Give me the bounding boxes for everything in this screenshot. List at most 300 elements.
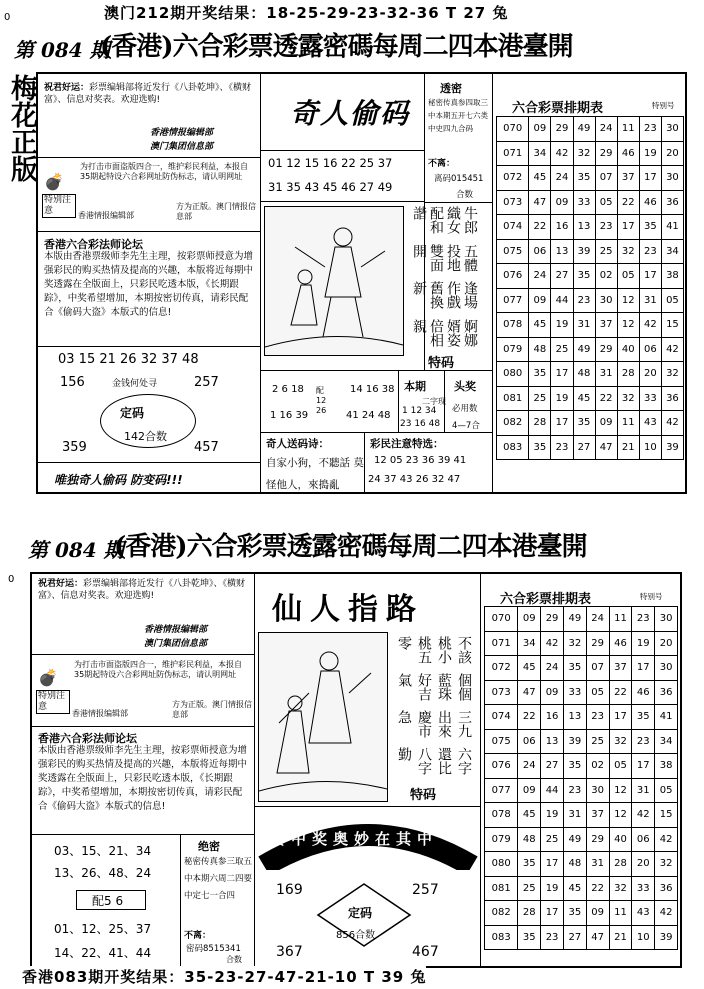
schedule-number-cell: 32 xyxy=(573,141,595,166)
schedule-number-cell: 45 xyxy=(518,803,541,828)
schedule-number-cell: 32 xyxy=(617,239,639,264)
schedule-number-cell: 05 xyxy=(655,778,678,803)
top-illustration xyxy=(264,206,404,356)
top-greeting-org1: 香港情报编辑部 xyxy=(150,128,214,138)
schedule-number-cell: 32 xyxy=(609,876,632,901)
schedule-number-cell: 12 xyxy=(617,313,639,338)
bottom-secret-text: 秘密传真参三取五中本期六周二四要中定七一合四 xyxy=(184,857,253,901)
schedule-issue-cell: 083 xyxy=(497,435,529,460)
schedule-number-cell: 47 xyxy=(595,435,617,460)
schedule-row xyxy=(497,362,684,387)
schedule-number-cell: 49 xyxy=(573,117,595,142)
schedule-number-cell: 35 xyxy=(563,656,586,681)
schedule-number-cell: 39 xyxy=(661,435,683,460)
schedule-number-cell: 20 xyxy=(632,852,655,877)
schedule-row xyxy=(497,215,684,240)
schedule-issue-cell: 081 xyxy=(497,386,529,411)
schedule-number-cell: 30 xyxy=(661,166,683,191)
bottom-poem-line: 六字還比八字勤 xyxy=(396,747,472,775)
schedule-issue-cell: 070 xyxy=(497,117,529,142)
schedule-number-cell: 32 xyxy=(563,631,586,656)
bottom-poem-line: 三九出來慶市急 xyxy=(396,710,472,738)
schedule-number-cell: 13 xyxy=(563,705,586,730)
schedule-number-cell: 17 xyxy=(541,852,564,877)
schedule-number-cell: 05 xyxy=(617,264,639,289)
bottom-notice-text: 为打击市面盗版四合一，维护彩民利益，本报自35期起特设六合彩网址防伪标志，请认明网址 xyxy=(74,660,242,679)
schedule-number-cell: 23 xyxy=(595,215,617,240)
schedule-number-cell: 19 xyxy=(541,803,564,828)
bottom-diamond-br: 467 xyxy=(412,944,439,960)
schedule-number-cell: 36 xyxy=(655,876,678,901)
schedule-number-cell: 27 xyxy=(563,925,586,950)
bottom-list4: 14、22、41、44 xyxy=(54,946,152,960)
schedule-number-cell: 30 xyxy=(655,607,678,632)
schedule-number-cell: 34 xyxy=(655,729,678,754)
schedule-issue-cell: 078 xyxy=(485,803,518,828)
schedule-number-cell: 29 xyxy=(586,827,609,852)
schedule-number-cell: 28 xyxy=(609,852,632,877)
schedule-issue-cell: 080 xyxy=(485,852,518,877)
schedule-number-cell: 47 xyxy=(529,190,551,215)
schedule-number-cell: 35 xyxy=(518,852,541,877)
schedule-number-cell: 22 xyxy=(617,190,639,215)
schedule-issue-cell: 083 xyxy=(485,925,518,950)
bottom-notice-org1: 香港情报编辑部 xyxy=(72,709,128,718)
schedule-number-cell: 42 xyxy=(655,901,678,926)
schedule-number-cell: 38 xyxy=(661,264,683,289)
bottom-diamond-bl: 367 xyxy=(276,944,303,960)
schedule-number-cell: 34 xyxy=(518,631,541,656)
schedule-row xyxy=(485,925,678,950)
schedule-row xyxy=(497,190,684,215)
schedule-number-cell: 43 xyxy=(632,901,655,926)
schedule-number-cell: 49 xyxy=(563,827,586,852)
schedule-number-cell: 20 xyxy=(639,362,661,387)
schedule-number-cell: 29 xyxy=(595,141,617,166)
schedule-number-cell: 47 xyxy=(586,925,609,950)
schedule-number-cell: 11 xyxy=(609,607,632,632)
schedule-number-cell: 16 xyxy=(541,705,564,730)
schedule-number-cell: 39 xyxy=(573,239,595,264)
schedule-number-cell: 41 xyxy=(661,215,683,240)
schedule-row xyxy=(485,803,678,828)
schedule-number-cell: 19 xyxy=(541,876,564,901)
top-oval-bl: 359 xyxy=(62,440,87,455)
schedule-number-cell: 33 xyxy=(639,386,661,411)
bottom-schedule-table xyxy=(484,606,678,950)
schedule-number-cell: 17 xyxy=(541,901,564,926)
bottom-schedule-tag: 特别号 xyxy=(640,592,663,601)
top-mini-l2: 1 16 39 xyxy=(270,410,309,421)
schedule-number-cell: 49 xyxy=(563,607,586,632)
bottom-diamond-tl: 169 xyxy=(276,882,303,898)
top-secret-no: 不离： xyxy=(428,159,456,169)
schedule-number-cell: 31 xyxy=(586,852,609,877)
schedule-number-cell: 32 xyxy=(609,729,632,754)
schedule-number-cell: 37 xyxy=(586,803,609,828)
schedule-number-cell: 46 xyxy=(632,680,655,705)
top-oval-arc: 金钱何处寻 xyxy=(112,379,158,389)
top-head-sub: 必用数 xyxy=(452,404,478,414)
bottom-diamond-tr: 257 xyxy=(412,882,439,898)
schedule-number-cell: 45 xyxy=(518,656,541,681)
bottom-list2: 13、26、48、24 xyxy=(54,866,152,880)
top-notice-org2: 方为正版。澳门情报信息部 xyxy=(176,202,256,221)
schedule-row xyxy=(497,435,684,460)
bottom-issue-label: 第 084 期 xyxy=(28,538,124,562)
top-secret-title: 透密 xyxy=(440,82,462,95)
top-issue-box-n2: 23 16 48 xyxy=(400,419,441,429)
top-send-title: 奇人送码诗： xyxy=(266,438,329,450)
schedule-number-cell: 32 xyxy=(617,386,639,411)
schedule-issue-cell: 079 xyxy=(497,337,529,362)
schedule-number-cell: 19 xyxy=(551,313,573,338)
schedule-number-cell: 09 xyxy=(529,288,551,313)
schedule-number-cell: 23 xyxy=(563,778,586,803)
schedule-number-cell: 31 xyxy=(632,778,655,803)
schedule-number-cell: 23 xyxy=(639,117,661,142)
bottom-notice-org2: 方为正版。澳门情报信息部 xyxy=(172,700,252,719)
schedule-row xyxy=(485,607,678,632)
schedule-row xyxy=(497,337,684,362)
schedule-number-cell: 10 xyxy=(632,925,655,950)
schedule-issue-cell: 081 xyxy=(485,876,518,901)
schedule-issue-cell: 079 xyxy=(485,827,518,852)
schedule-number-cell: 09 xyxy=(586,901,609,926)
bottom-center-title: 仙人指路 xyxy=(272,592,424,627)
top-special-pick1: 12 05 23 36 39 41 xyxy=(374,455,467,466)
top-side-vertical: 梅花正版 xyxy=(6,74,37,182)
schedule-number-cell: 22 xyxy=(595,386,617,411)
bottom-illustration xyxy=(258,632,388,802)
schedule-number-cell: 05 xyxy=(586,680,609,705)
top-poem-line: 五體投地雙面開 xyxy=(411,243,478,272)
schedule-number-cell: 07 xyxy=(586,656,609,681)
immortal-figures-image xyxy=(259,633,387,801)
schedule-issue-cell: 075 xyxy=(497,239,529,264)
schedule-number-cell: 23 xyxy=(632,607,655,632)
schedule-issue-cell: 073 xyxy=(497,190,529,215)
schedule-number-cell: 37 xyxy=(617,166,639,191)
schedule-number-cell: 24 xyxy=(518,754,541,779)
schedule-row xyxy=(497,239,684,264)
schedule-number-cell: 36 xyxy=(655,680,678,705)
schedule-number-cell: 33 xyxy=(632,876,655,901)
schedule-number-cell: 11 xyxy=(617,117,639,142)
schedule-number-cell: 21 xyxy=(609,925,632,950)
schedule-issue-cell: 071 xyxy=(485,631,518,656)
schedule-number-cell: 45 xyxy=(529,166,551,191)
schedule-number-cell: 24 xyxy=(595,117,617,142)
schedule-number-cell: 35 xyxy=(563,754,586,779)
schedule-number-cell: 17 xyxy=(632,754,655,779)
schedule-number-cell: 06 xyxy=(529,239,551,264)
bottom-special-code: 特码 xyxy=(410,788,437,803)
bottom-poem-line: 不該桃小桃五零 xyxy=(396,636,472,664)
schedule-number-cell: 43 xyxy=(639,411,661,436)
schedule-row xyxy=(497,264,684,289)
schedule-number-cell: 25 xyxy=(541,827,564,852)
schedule-number-cell: 44 xyxy=(541,778,564,803)
schedule-row xyxy=(497,141,684,166)
schedule-number-cell: 35 xyxy=(639,215,661,240)
schedule-number-cell: 48 xyxy=(529,337,551,362)
top-center-title: 奇人偷码 xyxy=(290,97,411,130)
schedule-number-cell: 09 xyxy=(541,680,564,705)
schedule-number-cell: 48 xyxy=(573,362,595,387)
schedule-number-cell: 02 xyxy=(586,754,609,779)
schedule-number-cell: 25 xyxy=(529,386,551,411)
schedule-number-cell: 30 xyxy=(586,778,609,803)
schedule-issue-cell: 077 xyxy=(497,288,529,313)
bottom-bomb-icon: 💣 xyxy=(38,668,58,687)
schedule-number-cell: 23 xyxy=(586,705,609,730)
schedule-number-cell: 41 xyxy=(655,705,678,730)
schedule-row xyxy=(485,852,678,877)
top-oval-tr: 257 xyxy=(194,375,219,390)
schedule-issue-cell: 074 xyxy=(485,705,518,730)
schedule-number-cell: 12 xyxy=(609,778,632,803)
schedule-number-cell: 15 xyxy=(655,803,678,828)
schedule-number-cell: 39 xyxy=(563,729,586,754)
schedule-number-cell: 42 xyxy=(655,827,678,852)
bottom-secret-title: 绝密 xyxy=(198,840,220,853)
top-mini-mid: 配 12 26 xyxy=(316,386,327,415)
schedule-number-cell: 17 xyxy=(551,411,573,436)
schedule-number-cell: 11 xyxy=(617,411,639,436)
top-mini-r1: 14 16 38 xyxy=(350,384,395,395)
schedule-number-cell: 13 xyxy=(541,729,564,754)
schedule-number-cell: 12 xyxy=(609,803,632,828)
schedule-number-cell: 20 xyxy=(661,141,683,166)
schedule-issue-cell: 070 xyxy=(485,607,518,632)
schedule-number-cell: 37 xyxy=(595,313,617,338)
schedule-number-cell: 25 xyxy=(551,337,573,362)
schedule-number-cell: 17 xyxy=(617,215,639,240)
schedule-number-cell: 42 xyxy=(551,141,573,166)
schedule-number-cell: 24 xyxy=(551,166,573,191)
schedule-number-cell: 22 xyxy=(518,705,541,730)
schedule-number-cell: 29 xyxy=(551,117,573,142)
top-result-banner: 澳门212期开奖结果：18-25-29-23-32-36 T 27 兔 xyxy=(104,4,509,22)
top-oval-count: 142合数 xyxy=(124,430,167,443)
schedule-number-cell: 23 xyxy=(573,288,595,313)
schedule-number-cell: 28 xyxy=(518,901,541,926)
schedule-number-cell: 28 xyxy=(617,362,639,387)
schedule-issue-cell: 074 xyxy=(497,215,529,240)
schedule-number-cell: 06 xyxy=(632,827,655,852)
schedule-number-cell: 48 xyxy=(518,827,541,852)
top-schedule-table xyxy=(496,116,684,460)
schedule-number-cell: 42 xyxy=(661,411,683,436)
schedule-number-cell: 34 xyxy=(529,141,551,166)
schedule-number-cell: 22 xyxy=(609,680,632,705)
schedule-number-cell: 06 xyxy=(639,337,661,362)
schedule-number-cell: 19 xyxy=(639,141,661,166)
schedule-number-cell: 20 xyxy=(655,631,678,656)
warrior-figures-image xyxy=(265,207,403,355)
schedule-number-cell: 42 xyxy=(639,313,661,338)
schedule-number-cell: 24 xyxy=(586,607,609,632)
schedule-number-cell: 47 xyxy=(518,680,541,705)
schedule-number-cell: 42 xyxy=(632,803,655,828)
schedule-row xyxy=(485,705,678,730)
top-greeting-org2: 澳门集团信息部 xyxy=(150,142,214,152)
schedule-number-cell: 31 xyxy=(639,288,661,313)
bottom-greeting-label: 祝君好运： xyxy=(38,579,84,589)
schedule-number-cell: 09 xyxy=(529,117,551,142)
schedule-row xyxy=(485,827,678,852)
bottom-result-footer: 香港083期开奖结果：35-23-27-47-21-10 T 39 兔 xyxy=(22,968,427,986)
schedule-number-cell: 29 xyxy=(586,631,609,656)
top-poem xyxy=(410,206,478,356)
top-notice-text: 为打击市面盗版四合一，维护彩民利益，本报自35期起特设六合彩网址防伪标志，请认明网址 xyxy=(80,162,248,181)
schedule-number-cell: 33 xyxy=(573,190,595,215)
bottom-greeting xyxy=(38,578,250,602)
schedule-row xyxy=(497,117,684,142)
schedule-number-cell: 02 xyxy=(595,264,617,289)
schedule-row xyxy=(497,288,684,313)
schedule-number-cell: 25 xyxy=(518,876,541,901)
schedule-row xyxy=(497,411,684,436)
schedule-issue-cell: 077 xyxy=(485,778,518,803)
top-greeting xyxy=(44,82,256,106)
bottom-poem-line: 個個藍珠好吉氣 xyxy=(396,673,472,701)
top-schedule-title: 六合彩票排期表 xyxy=(512,101,604,116)
schedule-number-cell: 40 xyxy=(617,337,639,362)
schedule-number-cell: 23 xyxy=(639,239,661,264)
top-corner-zero: 0 xyxy=(4,12,11,23)
schedule-number-cell: 42 xyxy=(661,337,683,362)
schedule-number-cell: 19 xyxy=(632,631,655,656)
bottom-greeting-text: 彩票编辑部将近发行《八卦乾坤》、《横财富》、信息对奖表。欢迎选购! xyxy=(38,579,246,601)
schedule-number-cell: 33 xyxy=(563,680,586,705)
schedule-row xyxy=(485,680,678,705)
schedule-number-cell: 35 xyxy=(573,166,595,191)
schedule-number-cell: 11 xyxy=(609,901,632,926)
top-title: (香港)六合彩票透露密碼每周二四本港臺開 xyxy=(100,32,573,62)
schedule-number-cell: 23 xyxy=(541,925,564,950)
bottom-secret-no: 不离： xyxy=(184,931,212,941)
schedule-number-cell: 46 xyxy=(609,631,632,656)
schedule-number-cell: 27 xyxy=(573,435,595,460)
schedule-number-cell: 36 xyxy=(661,386,683,411)
schedule-number-cell: 17 xyxy=(551,362,573,387)
schedule-issue-cell: 075 xyxy=(485,729,518,754)
schedule-number-cell: 25 xyxy=(595,239,617,264)
schedule-number-cell: 05 xyxy=(609,754,632,779)
schedule-number-cell: 13 xyxy=(551,239,573,264)
schedule-row xyxy=(485,656,678,681)
schedule-row xyxy=(485,876,678,901)
top-issue-label: 第 084 期 xyxy=(14,38,110,62)
schedule-number-cell: 40 xyxy=(609,827,632,852)
schedule-issue-cell: 071 xyxy=(497,141,529,166)
schedule-number-cell: 17 xyxy=(632,656,655,681)
bottom-corner-zero: 0 xyxy=(8,574,15,585)
schedule-number-cell: 12 xyxy=(617,288,639,313)
schedule-number-cell: 35 xyxy=(529,362,551,387)
schedule-number-cell: 42 xyxy=(541,631,564,656)
bottom-diamond-count: 856合数 xyxy=(336,930,376,941)
schedule-number-cell: 07 xyxy=(595,166,617,191)
schedule-number-cell: 27 xyxy=(551,264,573,289)
schedule-number-cell: 19 xyxy=(551,386,573,411)
schedule-number-cell: 25 xyxy=(586,729,609,754)
bottom-banner-arc: 要中奖奥妙在其中 xyxy=(270,830,439,848)
schedule-number-cell: 45 xyxy=(529,313,551,338)
schedule-number-cell: 35 xyxy=(573,264,595,289)
schedule-number-cell: 30 xyxy=(595,288,617,313)
bottom-greeting-org1: 香港情报编辑部 xyxy=(144,625,208,635)
schedule-number-cell: 27 xyxy=(541,754,564,779)
schedule-number-cell: 09 xyxy=(518,778,541,803)
schedule-number-cell: 17 xyxy=(609,705,632,730)
top-schedule-tag: 特别号 xyxy=(652,101,675,110)
schedule-number-cell: 24 xyxy=(529,264,551,289)
schedule-number-cell: 44 xyxy=(551,288,573,313)
schedule-number-cell: 38 xyxy=(655,754,678,779)
top-poem-line: 牛郎織女配和諧 xyxy=(411,206,478,234)
schedule-number-cell: 31 xyxy=(563,803,586,828)
schedule-number-cell: 05 xyxy=(595,190,617,215)
top-greeting-label: 祝君好运： xyxy=(44,83,90,93)
schedule-number-cell: 35 xyxy=(632,705,655,730)
schedule-number-cell: 31 xyxy=(573,313,595,338)
schedule-number-cell: 21 xyxy=(617,435,639,460)
schedule-issue-cell: 080 xyxy=(497,362,529,387)
schedule-number-cell: 23 xyxy=(551,435,573,460)
top-oval-br: 457 xyxy=(194,440,219,455)
schedule-number-cell: 32 xyxy=(655,852,678,877)
bottom-list1: 03、15、21、34 xyxy=(54,844,152,858)
schedule-number-cell: 45 xyxy=(573,386,595,411)
schedule-issue-cell: 072 xyxy=(497,166,529,191)
schedule-issue-cell: 076 xyxy=(497,264,529,289)
schedule-number-cell: 49 xyxy=(573,337,595,362)
schedule-number-cell: 34 xyxy=(661,239,683,264)
top-notice-label: 特别注意 xyxy=(44,195,72,216)
top-special-pick-title: 彩民注意特选： xyxy=(370,438,444,450)
schedule-number-cell: 17 xyxy=(639,264,661,289)
top-greeting-text: 彩票编辑部将近发行《八卦乾坤》、《横财富》、信息对奖表。欢迎选购! xyxy=(44,83,252,105)
schedule-row xyxy=(485,901,678,926)
schedule-number-cell: 10 xyxy=(639,435,661,460)
top-secret-code: 离码015451 xyxy=(434,174,484,184)
top-send-text: 自家小狗，不聽話 莫怪他人，來搗亂 xyxy=(266,457,364,491)
schedule-issue-cell: 072 xyxy=(485,656,518,681)
top-oval-tl: 156 xyxy=(60,375,85,390)
top-head-prize: 头奖 xyxy=(454,380,476,393)
schedule-number-cell: 30 xyxy=(655,656,678,681)
bottom-schedule-title: 六合彩票排期表 xyxy=(500,592,592,607)
schedule-number-cell: 05 xyxy=(661,288,683,313)
top-poem-line: 逢場作戲舊換新 xyxy=(411,281,478,309)
bottom-secret-code: 密码8515341 xyxy=(186,944,241,954)
schedule-number-cell: 13 xyxy=(573,215,595,240)
schedule-number-cell: 23 xyxy=(632,729,655,754)
schedule-number-cell: 48 xyxy=(563,852,586,877)
top-secret-sum: 合数 xyxy=(456,190,474,200)
bottom-poem xyxy=(394,636,474,784)
schedule-number-cell: 46 xyxy=(617,141,639,166)
bottom-title: (香港)六合彩票透露密碼每周二四本港臺開 xyxy=(114,532,587,562)
schedule-issue-cell: 082 xyxy=(485,901,518,926)
schedule-number-cell: 29 xyxy=(595,337,617,362)
bottom-notice-label: 特别注意 xyxy=(38,691,66,712)
bottom-greeting-org2: 澳门集团信息部 xyxy=(144,639,208,649)
top-issue-box-title: 本期 xyxy=(404,380,426,393)
